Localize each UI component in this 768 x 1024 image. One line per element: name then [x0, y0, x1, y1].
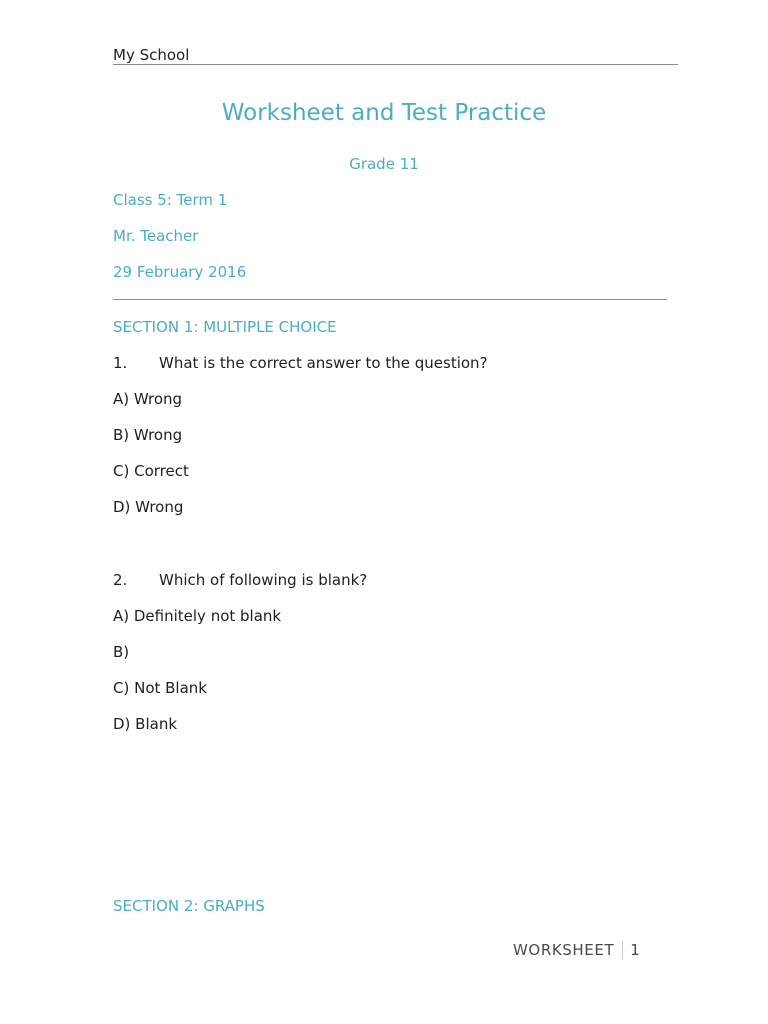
header-divider [113, 64, 678, 65]
question-1-option-b: B) Wrong [113, 426, 183, 444]
question-2-option-b: B) [113, 643, 130, 661]
document-date: 29 February 2016 [113, 263, 247, 281]
header-school-name: My School [113, 46, 190, 64]
grade-subtitle: Grade 11 [349, 155, 419, 173]
question-2-option-d: D) Blank [113, 715, 178, 733]
question-1-option-d: D) Wrong [113, 498, 184, 516]
section-divider [113, 299, 667, 300]
question-2-number: 2. [113, 571, 128, 589]
teacher-name: Mr. Teacher [113, 227, 199, 245]
question-1-option-c: C) Correct [113, 462, 189, 480]
class-term: Class 5: Term 1 [113, 191, 228, 209]
question-1-option-a: A) Wrong [113, 390, 183, 408]
question-2-option-c: C) Not Blank [113, 679, 207, 697]
page-number: 1 [630, 941, 640, 959]
footer-label: WORKSHEET [513, 941, 615, 959]
question-1-text: What is the correct answer to the question? [159, 354, 488, 372]
section-2-heading: SECTION 2: GRAPHS [113, 897, 265, 915]
section-1-heading: SECTION 1: MULTIPLE CHOICE [113, 318, 337, 336]
question-2-text: Which of following is blank? [159, 571, 368, 589]
footer-separator [622, 941, 623, 959]
page-footer [513, 941, 640, 959]
question-1-number: 1. [113, 354, 128, 372]
document-title: Worksheet and Test Practice [221, 100, 547, 126]
question-2-option-a: A) Definitely not blank [113, 607, 282, 625]
